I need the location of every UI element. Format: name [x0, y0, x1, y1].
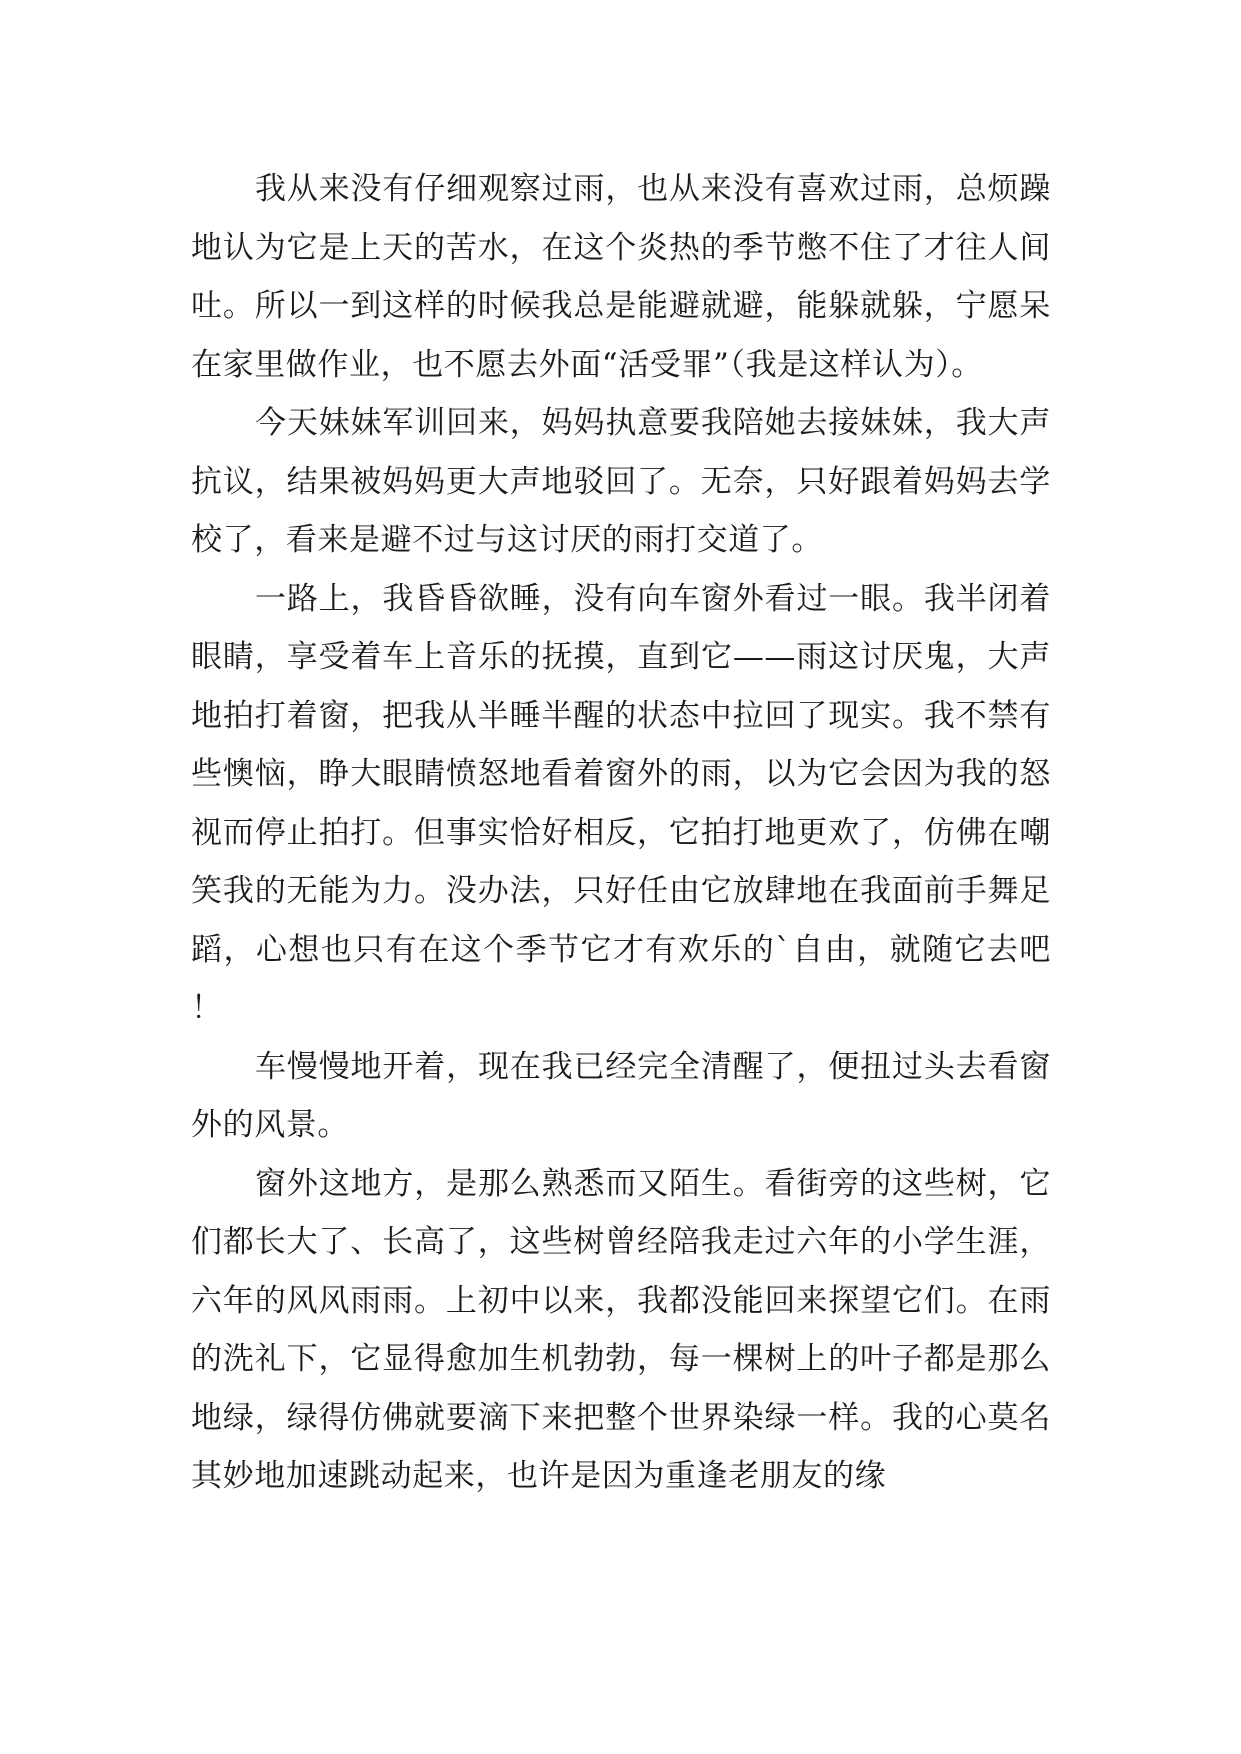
paragraph-2: 今天妹妹军训回来，妈妈执意要我陪她去接妹妹，我大声抗议，结果被妈妈更大声地驳回了。无奈，只好跟着妈妈去学校了，看来是避不过与这讨厌的雨打交道了。	[191, 405, 1051, 558]
paragraph-1: 我从来没有仔细观察过雨，也从来没有喜欢过雨，总烦躁地认为它是上天的苦水，在这个炎热的季节憋不住了才往人间吐。所以一到这样的时候我总是能避就避，能躲就躲，宁愿呆在家里做作业，也不愿去外面“活受罪”（我是这样认为）。	[191, 171, 1051, 383]
essay-body	[191, 160, 1051, 1506]
paragraph-5: 窗外这地方，是那么熟悉而又陌生。看街旁的这些树，它们都长大了、长高了，这些树曾经陪我走过六年的小学生涯，六年的风风雨雨。上初中以来，我都没能回来探望它们。在雨的洗礼下，它显得愈加生机勃勃，每一棵树上的叶子都是那么地绿，绿得仿佛就要滴下来把整个世界染绿一样。我的心莫名其妙地加速跳动起来，也许是因为重逢老朋友的缘	[191, 1165, 1051, 1494]
paragraph-4: 车慢慢地开着，现在我已经完全清醒了，便扭过头去看窗外的风景。	[191, 1048, 1051, 1143]
paragraph-3: 一路上，我昏昏欲睡，没有向车窗外看过一眼。我半闭着眼睛，享受着车上音乐的抚摸，直到它——雨这讨厌鬼，大声地拍打着窗，把我从半睡半醒的状态中拉回了现实。我不禁有些懊恼，睁大眼睛愤怒地看着窗外的雨，以为它会因为我的怒视而停止拍打。但事实恰好相反，它拍打地更欢了，仿佛在嘲笑我的无能为力。没办法，只好任由它放肆地在我面前手舞足蹈，心想也只有在这个季节它才有欢乐的`自由，就随它去吧！	[191, 580, 1051, 1026]
